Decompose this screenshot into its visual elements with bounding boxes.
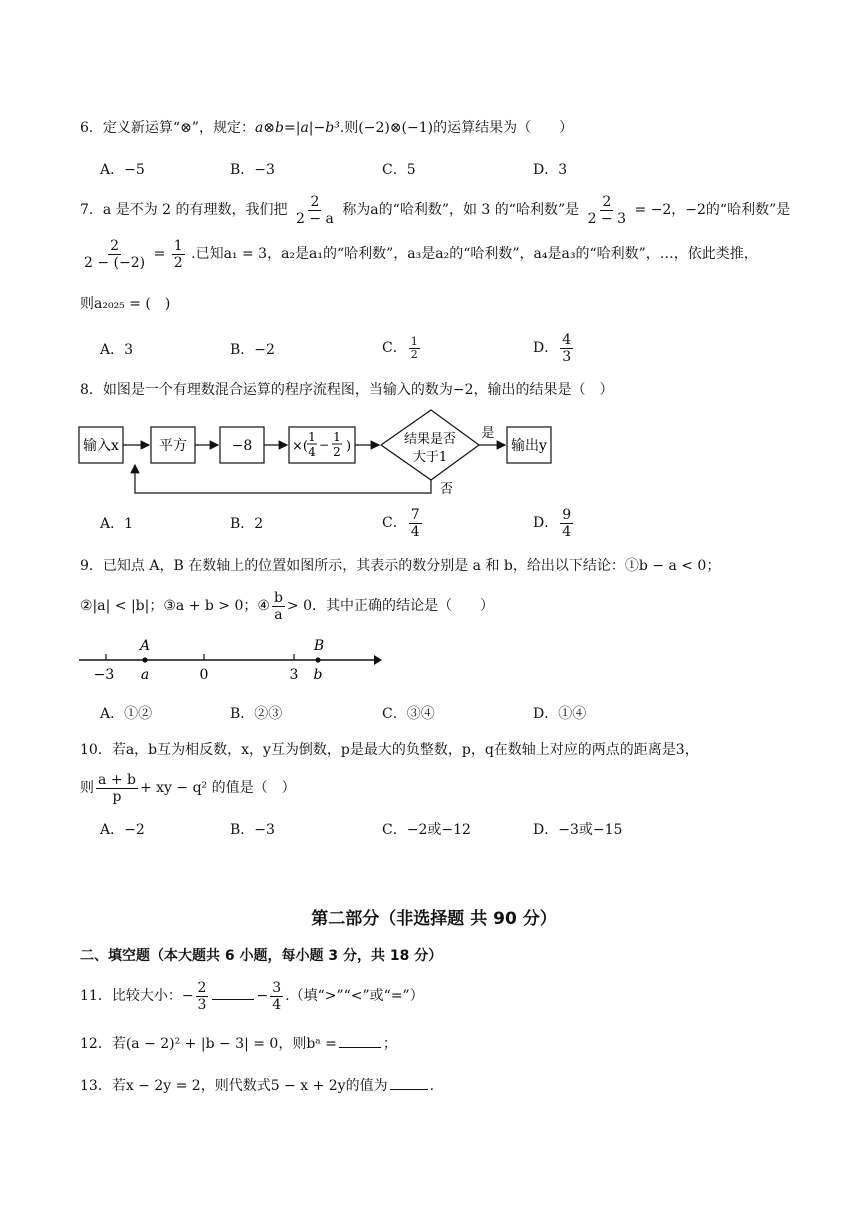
q11-frac1-num: 2 [197, 979, 207, 996]
q11-minus: − [256, 988, 269, 1004]
q7-frac3-num: 2 [110, 237, 120, 254]
q9-option-c[interactable]: C．③④ [382, 706, 435, 722]
q10-option-d[interactable]: D．−3或−15 [533, 822, 623, 838]
q7-fraction-2 [586, 194, 628, 227]
q7-text-a: 7．a 是不为 2 的有理数，我们把 [80, 202, 288, 218]
part2-title: 第二部分（非选择题 共 90 分） [311, 909, 557, 929]
number-line-arrow-icon [374, 655, 382, 665]
flow-mult-num2: 1 [333, 430, 341, 444]
q11-text-a: 11．比较大小：− [80, 988, 194, 1004]
q7-frac2-num: 2 [602, 193, 612, 210]
q10-text-a: 则 [80, 780, 94, 796]
q6-stem-text: 6．定义新运算“⊗”，规定： [80, 120, 255, 136]
q7-option-a[interactable]: A．3 [100, 342, 134, 358]
q7-option-d-num: 4 [562, 331, 572, 348]
q12-answer-blank[interactable] [339, 1035, 381, 1048]
q10-line1: 10．若a，b互为相反数，x，y互为倒数，p是最大的负整数，p，q在数轴上对应的两点的距离是3， [80, 742, 699, 758]
q6-option-c[interactable]: C．5 [382, 162, 416, 178]
flow-input-label: 输入x [83, 438, 119, 454]
q10-option-b[interactable]: B．−3 [230, 822, 275, 838]
q11-text-c: .（填“>”“<”或“=”） [285, 988, 424, 1004]
q9-fraction [272, 590, 285, 623]
flow-mult-close: ) [346, 439, 352, 454]
q6-formula: a⊗b=|a|−b³. [254, 120, 345, 136]
q7-fraction-3 [82, 238, 147, 271]
q9-frac-num: b [273, 589, 283, 606]
q7-option-c-den: 2 [410, 347, 418, 361]
q10-frac-den: p [112, 788, 122, 805]
q6-option-a[interactable]: A．−5 [100, 162, 145, 178]
q7-fraction-4 [172, 238, 185, 271]
q7-text-b: 称为a的“哈利数”，如 3 的“哈利数”是 [342, 202, 580, 218]
q13-line [80, 1076, 434, 1096]
q12-line [80, 1034, 397, 1054]
q10-text-b: + xy − q² 的值是（ ） [139, 780, 296, 796]
q9-frac-den: a [274, 606, 283, 623]
q7-line1 [80, 192, 790, 228]
q7-frac4-den: 2 [173, 254, 183, 271]
tick-zero-label: 0 [199, 667, 209, 683]
q6-option-d[interactable]: D．3 [533, 162, 568, 178]
q8-option-d-fraction [560, 507, 573, 540]
q7-option-d-fraction [560, 332, 573, 365]
q7-frac1-num: 2 [310, 193, 320, 210]
q9-text-b: > 0．其中正确的结论是（ ） [286, 598, 494, 614]
q13-answer-blank[interactable] [390, 1077, 428, 1090]
q7-text-c: = −2，−2的“哈利数”是 [634, 202, 791, 218]
q6-stem-end: 则(−2)⊗(−1)的运算结果为（ ） [344, 120, 574, 136]
q10-option-c[interactable]: C．−2或−12 [382, 822, 471, 838]
q10-fraction [96, 772, 138, 805]
q12-text-a: 12．若(a − 2)² + |b − 3| = 0，则bᵃ = [80, 1036, 337, 1052]
q8-option-d-den: 4 [562, 523, 572, 540]
q8-flowchart [76, 405, 556, 500]
q7-option-d[interactable] [533, 330, 575, 366]
q9-option-b[interactable]: B．②③ [230, 706, 283, 722]
q7-option-c[interactable] [382, 330, 422, 366]
q9-number-line [76, 634, 396, 686]
q7-option-c-label: C． [382, 340, 407, 356]
point-b-label: B [313, 638, 325, 654]
q8-option-c-label: C． [382, 515, 407, 531]
q11-frac2-num: 3 [272, 979, 282, 996]
q12-text-b: ； [382, 1036, 397, 1052]
q7-equals: = [153, 246, 166, 262]
q7-frac1-den: 2 − a [295, 210, 334, 227]
q10-frac-num: a + b [98, 771, 136, 788]
flow-mult-minus: − [318, 438, 330, 452]
q8-option-b[interactable]: B．2 [230, 516, 264, 532]
q7-option-c-fraction [409, 336, 420, 361]
q10-option-a[interactable]: A．−2 [100, 822, 145, 838]
q7-text-d: .已知a₁ = 3，a₂是a₁的“哈利数”，a₃是a₂的“哈利数”，a₄是a₃的“哈利数”，…，依此类推， [191, 246, 758, 262]
q8-option-a[interactable]: A．1 [100, 516, 134, 532]
q7-fraction-1 [294, 194, 336, 227]
flow-yes-label: 是 [481, 426, 495, 441]
flow-no-label: 否 [440, 482, 454, 497]
q8-option-c[interactable] [382, 505, 424, 541]
q6-option-b[interactable]: B．−3 [230, 162, 275, 178]
q8-option-d-num: 9 [562, 506, 572, 523]
point-a-label: A [139, 638, 151, 654]
flow-decision-line2: 大于1 [412, 450, 448, 465]
q8-option-c-fraction [409, 507, 422, 540]
q9-line2 [80, 588, 494, 624]
flow-decision-line1: 结果是否 [403, 432, 457, 447]
q11-fraction-1 [196, 980, 209, 1013]
q7-option-c-num: 1 [410, 334, 418, 348]
flow-mult-den2: 2 [333, 445, 341, 459]
q7-frac3-den: 2 − (−2) [84, 254, 146, 271]
q11-fraction-2 [270, 980, 283, 1013]
tick-a-label: a [140, 667, 150, 683]
q8-option-d[interactable] [533, 505, 575, 541]
q10-line2 [80, 770, 296, 806]
section2-title: 二、填空题（本大题共 6 小题，每小题 3 分，共 18 分） [80, 948, 443, 964]
q7-option-d-den: 3 [562, 348, 572, 365]
flow-output-label: 输出y [511, 438, 547, 454]
q6-stem [80, 118, 573, 138]
q7-option-d-label: D． [533, 340, 559, 356]
flow-mult-open: ×( [292, 439, 308, 454]
point-a-dot [142, 657, 147, 662]
q13-text-a: 13．若x − 2y = 2，则代数式5 − x + 2y的值为 [80, 1078, 388, 1094]
tick-3-label: 3 [289, 667, 299, 683]
q7-frac4-num: 1 [173, 237, 183, 254]
q8-option-c-den: 4 [410, 523, 420, 540]
q11-frac2-den: 4 [272, 996, 282, 1013]
q9-text-a: ②|a| < |b|；③a + b > 0；④ [80, 598, 270, 614]
point-b-dot [315, 657, 320, 662]
q8-option-d-label: D． [533, 515, 559, 531]
flow-square-label: 平方 [159, 438, 187, 454]
q8-stem: 8．如图是一个有理数混合运算的程序流程图，当输入的数为−2，输出的结果是（ ） [80, 382, 614, 398]
q7-option-b[interactable]: B．−2 [230, 342, 275, 358]
q7-line3: 则a₂₀₂₅ = ( ) [80, 296, 171, 312]
q11-frac1-den: 3 [197, 996, 207, 1013]
q13-text-b: . [429, 1078, 435, 1094]
q9-option-d[interactable]: D．①④ [533, 706, 587, 722]
q11-line [80, 978, 424, 1014]
flow-loop-back-line [135, 465, 431, 493]
q11-answer-blank[interactable] [212, 987, 254, 1000]
q7-frac2-den: 2 − 3 [587, 210, 627, 227]
q9-option-a[interactable]: A．①② [100, 706, 153, 722]
flow-mult-den1: 4 [308, 445, 316, 459]
flow-mult-num1: 1 [308, 430, 316, 444]
q7-line2 [80, 236, 758, 272]
q8-option-c-num: 7 [410, 506, 420, 523]
q9-line1: 9．已知点 A，B 在数轴上的位置如图所示，其表示的数分别是 a 和 b，给出以下结论：①b − a < 0； [80, 558, 721, 574]
tick-neg3-label: −3 [93, 667, 115, 683]
tick-b-label: b [313, 667, 323, 683]
flow-minus8-label: −8 [231, 438, 253, 454]
